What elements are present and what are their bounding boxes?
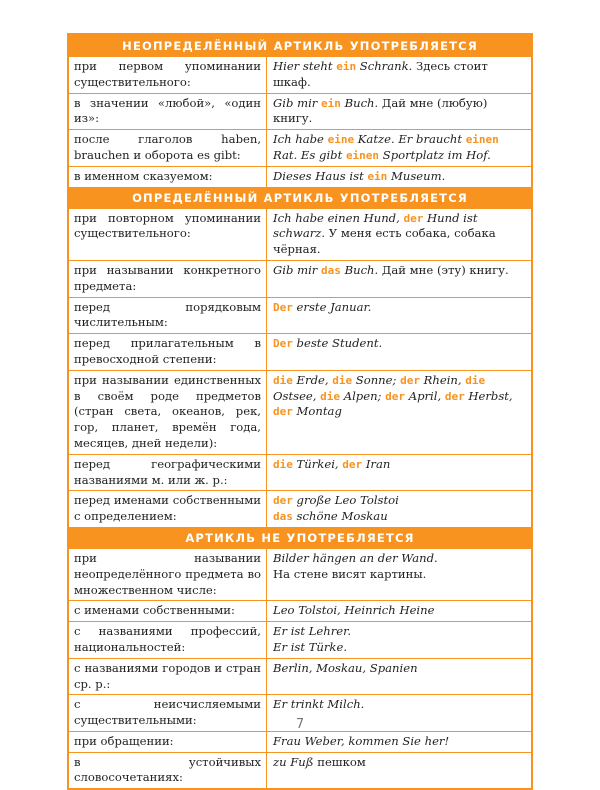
article-highlight: ein xyxy=(367,169,388,183)
rule-cell: с названиями городов и стран ср. р.: xyxy=(69,659,267,695)
example-text: beste Student. xyxy=(292,336,383,351)
example-cell xyxy=(267,601,531,621)
example-text: Hier steht xyxy=(273,59,337,73)
example-text: Bilder hängen an der Wand. xyxy=(273,550,438,565)
example-text: Ostsee, xyxy=(273,388,321,403)
rule-cell: при назывании неопределённого предмета во множественном числе: xyxy=(69,549,267,600)
rule-cell: после глаголов haben, brauchen и оборота es gibt: xyxy=(69,130,267,166)
page-number: 7 xyxy=(295,717,305,732)
example-text: Alpen; xyxy=(340,388,386,403)
example-cell xyxy=(267,753,531,789)
table-row xyxy=(69,209,531,260)
table-row xyxy=(69,93,531,130)
example-text: Er ist Lehrer. xyxy=(273,624,352,639)
rule-cell: с названиями профессий, национальностей: xyxy=(69,622,267,658)
rule-cell: перед географическими названиями м. или ж. р.: xyxy=(69,455,267,491)
article-highlight: die xyxy=(320,389,341,403)
example-text: Rhein, xyxy=(419,372,466,387)
example-text: Rat. Es gibt xyxy=(273,147,346,162)
article-highlight: die xyxy=(273,457,293,471)
example-text: Ich habe xyxy=(273,132,328,147)
example-text: Museum. xyxy=(387,168,446,183)
example-text: große Leo Tolstoi xyxy=(292,493,399,508)
article-highlight: der xyxy=(403,211,424,225)
article-highlight: die xyxy=(332,373,353,387)
example-text: Sportplatz im Hof. xyxy=(379,147,491,162)
translation-text: пешком xyxy=(313,754,366,769)
example-text: Herbst, xyxy=(464,388,513,403)
article-highlight: das xyxy=(321,263,341,277)
example-text: Erde, xyxy=(292,372,333,387)
example-cell xyxy=(267,549,531,600)
rule-cell: при обращении: xyxy=(69,732,267,752)
example-text: Türkei, xyxy=(292,456,343,471)
translation-text: На стене висят картины. xyxy=(273,566,427,581)
table-row xyxy=(69,297,531,334)
article-highlight: ein xyxy=(321,96,341,110)
example-text: Hund ist schwarz. xyxy=(273,210,478,241)
example-text: April, xyxy=(405,388,445,403)
table-row xyxy=(69,549,531,600)
article-highlight: eine xyxy=(327,133,355,147)
grammar-table xyxy=(67,33,533,790)
example-text: Schrank. xyxy=(356,59,413,73)
example-text: Katze. Er braucht xyxy=(354,132,466,147)
example-cell xyxy=(267,167,531,187)
article-highlight: der xyxy=(385,389,406,403)
table-row xyxy=(69,454,531,491)
table-row xyxy=(69,600,531,621)
example-text: Gib mir xyxy=(273,95,322,110)
table-row xyxy=(69,658,531,695)
table-row xyxy=(69,260,531,297)
example-cell xyxy=(267,491,531,527)
rule-cell: в именном сказуемом: xyxy=(69,167,267,187)
rule-cell: перед именами собственными с определением: xyxy=(69,491,267,527)
section-header-no-article: АРТИКЛЬ НЕ УПОТРЕБЛЯЕТСЯ xyxy=(69,527,531,549)
example-text: zu Fuß xyxy=(273,754,314,769)
section-header-definite: ОПРЕДЕЛЁННЫЙ АРТИКЛЬ УПОТРЕБЛЯЕТСЯ xyxy=(69,187,531,209)
example-text: schöne Moskau xyxy=(292,509,388,524)
example-text: Sonne; xyxy=(352,372,401,387)
section-header-indefinite: НЕОПРЕДЕЛЁННЫЙ АРТИКЛЬ УПОТРЕБЛЯЕТСЯ xyxy=(69,35,531,57)
example-cell xyxy=(267,94,531,130)
rule-cell: при назывании конкретного предмета: xyxy=(69,261,267,297)
example-cell xyxy=(267,209,531,260)
translation-text: Здесь стоит шкаф. xyxy=(273,59,488,89)
table-row xyxy=(69,129,531,166)
table-row xyxy=(69,333,531,370)
rule-cell: с неисчисляемыми существительными: xyxy=(69,695,267,731)
rule-cell: при повторном упоминании существительного: xyxy=(69,209,267,260)
article-highlight: einen xyxy=(465,133,499,147)
article-highlight: einen xyxy=(345,148,380,162)
article-highlight: ein xyxy=(336,60,357,73)
example-cell xyxy=(267,130,531,166)
example-text: Ich habe einen Hund, xyxy=(273,210,404,225)
example-text: Gib mir xyxy=(273,262,322,277)
translation-text: Дай мне (любую) книгу. xyxy=(273,95,488,126)
article-highlight: der xyxy=(273,494,293,508)
rule-cell: перед прилагательным в превосходной степени: xyxy=(69,334,267,370)
rule-cell: перед порядковым числительным: xyxy=(69,298,267,334)
article-highlight: der xyxy=(342,457,363,471)
rule-cell: при первом упоминании существительного: xyxy=(69,57,267,93)
example-cell xyxy=(267,371,531,454)
article-highlight: der xyxy=(273,405,293,419)
article-highlight: der xyxy=(400,373,420,387)
rule-cell: с именами собственными: xyxy=(69,601,267,621)
example-text: Iran xyxy=(362,456,391,471)
table-row xyxy=(69,166,531,187)
article-highlight: Der xyxy=(273,337,293,351)
example-text: Buch. xyxy=(340,95,379,110)
article-highlight: die xyxy=(273,373,293,387)
table-row xyxy=(69,490,531,527)
translation-text: Дай мне (эту) книгу. xyxy=(378,262,509,277)
example-text: Er trinkt Milch. xyxy=(273,697,365,712)
example-cell xyxy=(267,298,531,334)
example-text: Leo Tolstoi, Heinrich Heine xyxy=(273,603,435,618)
article-highlight: die xyxy=(465,373,486,387)
example-text: Frau Weber, kommen Sie her! xyxy=(273,733,450,748)
example-cell xyxy=(267,334,531,370)
example-text: Dieses Haus ist xyxy=(273,168,368,183)
example-cell xyxy=(267,732,531,752)
example-text: Buch. xyxy=(340,262,379,277)
example-cell xyxy=(267,622,531,658)
rule-cell: при назывании единственных в своём роде предметов (стран света, океанов, рек, гор, планет, времён года, месяцев, дней недели): xyxy=(69,371,267,454)
translation-text: У меня есть собака, собака чёрная. xyxy=(273,226,496,257)
table-row xyxy=(69,370,531,454)
table-row xyxy=(69,57,531,93)
table-row xyxy=(69,621,531,658)
example-cell xyxy=(267,261,531,297)
example-cell xyxy=(267,659,531,695)
example-cell xyxy=(267,57,531,93)
article-highlight: das xyxy=(273,510,293,524)
rule-cell: в значении «любой», «один из»: xyxy=(69,94,267,130)
example-text: Montag xyxy=(292,404,342,419)
table-row xyxy=(69,752,531,789)
rule-cell: в устойчивых словосочетаниях: xyxy=(69,753,267,789)
example-text: Er ist Türke. xyxy=(273,639,348,654)
example-text: Berlin, Moskau, Spanien xyxy=(273,660,418,675)
example-cell xyxy=(267,455,531,491)
example-text: erste Januar. xyxy=(292,299,372,314)
article-highlight: Der xyxy=(273,300,293,314)
table-row xyxy=(69,731,531,752)
article-highlight: der xyxy=(444,389,465,403)
